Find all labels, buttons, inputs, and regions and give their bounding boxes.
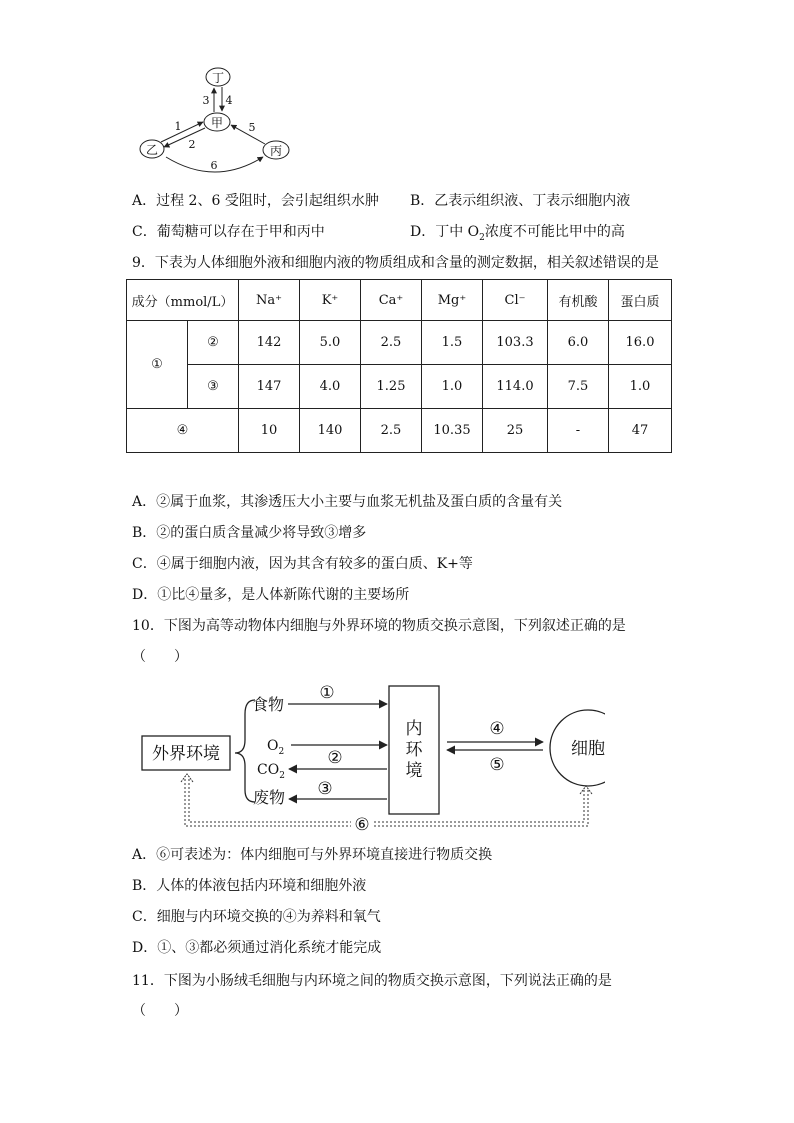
co2-sub: 2 (279, 771, 285, 781)
table-cell: 147 (239, 365, 300, 409)
node-ding-label: 丁 (211, 71, 225, 85)
node-bing-label: 丙 (269, 144, 283, 158)
inner-label-1: 内 (405, 719, 423, 739)
q9-option-b: B．②的蛋白质含量减少将导致③增多 (132, 525, 367, 541)
q11-paren: （ ） (132, 1003, 188, 1019)
table-cell: 25 (483, 409, 548, 453)
table-cell: 142 (239, 321, 300, 365)
header-protein: 蛋白质 (609, 280, 672, 321)
arrow-6-head-left (181, 774, 193, 782)
q11-question: 11．下图为小肠绒毛细胞与内环境之间的物质交换示意图，下列说法正确的是 (132, 973, 612, 989)
food-label: 食物 (252, 695, 285, 714)
q9-option-d: D．①比④量多，是人体新陈代谢的主要场所 (132, 587, 410, 603)
arrow-4-label: 4 (225, 94, 233, 107)
table-cell: 1.0 (422, 365, 483, 409)
q8-option-b: B．乙表示组织液、丁表示细胞内液 (410, 193, 631, 209)
q10-option-c: C．细胞与内环境交换的④为养料和氧气 (132, 909, 381, 925)
header-mg: Mg⁺ (422, 280, 483, 321)
group-label: ① (127, 321, 188, 409)
table-cell: 47 (609, 409, 672, 453)
node-yi-label: 乙 (145, 143, 159, 157)
header-k: K⁺ (300, 280, 361, 321)
table-cell: 2.5 (361, 321, 422, 365)
header-organic-acid: 有机酸 (548, 280, 609, 321)
table-cell: 1.25 (361, 365, 422, 409)
table-cell: 103.3 (483, 321, 548, 365)
table-cell: 6.0 (548, 321, 609, 365)
arrow-6-label: ⑥ (354, 815, 370, 833)
outer-environment-label: 外界环境 (152, 744, 220, 764)
arrow-3-label: 3 (202, 94, 210, 107)
co2-text: CO (257, 762, 280, 778)
arrow-6-head-right (580, 786, 592, 794)
q10-question: 10．下图为高等动物体内细胞与外界环境的物质交换示意图，下列叙述正确的是 (132, 618, 626, 634)
q9-table (126, 279, 672, 453)
waste-label: 废物 (253, 788, 286, 807)
q10-option-b: B．人体的体液包括内环境和细胞外液 (132, 878, 367, 894)
o2-sub: 2 (278, 747, 285, 757)
fig8-diagram (130, 62, 300, 180)
fig10-diagram (135, 678, 605, 833)
table-cell: 2.5 (361, 409, 422, 453)
header-na: Na⁺ (239, 280, 300, 321)
arrow-1-label: ① (319, 683, 335, 703)
table-cell: 10.35 (422, 409, 483, 453)
arrow-1-label: 1 (174, 120, 182, 133)
o2-label (267, 738, 284, 757)
table-cell: 4.0 (300, 365, 361, 409)
q8-option-c: C．葡萄糖可以存在于甲和丙中 (132, 224, 325, 240)
arrow-4-label: ④ (489, 719, 505, 739)
arrow-5-label: 5 (248, 121, 256, 134)
table-cell: 114.0 (483, 365, 548, 409)
table-cell: 16.0 (609, 321, 672, 365)
table-header-row (127, 280, 672, 321)
q9-question: 9．下表为人体细胞外液和细胞内液的物质组成和含量的测定数据，相关叙述错误的是 (132, 255, 659, 271)
q8-option-d-pre: D．丁中 O (410, 224, 480, 240)
row-label: ③ (188, 365, 239, 409)
node-jia-label: 甲 (210, 116, 224, 130)
o2-text: O (267, 738, 279, 754)
header-ca: Ca⁺ (361, 280, 422, 321)
table-cell: 10 (239, 409, 300, 453)
table-cell: 5.0 (300, 321, 361, 365)
table-row (127, 321, 672, 365)
q9-option-c: C．④属于细胞内液，因为其含有较多的蛋白质、K+等 (132, 556, 473, 572)
q8-option-a: A．过程 2、6 受阻时，会引起组织水肿 (132, 193, 379, 209)
q8-option-d (410, 223, 625, 247)
header-component: 成分（mmol/L） (127, 280, 239, 321)
table-row (127, 365, 672, 409)
q8-option-d-sub: 2 (479, 232, 485, 243)
row-label: ② (188, 321, 239, 365)
table-row (127, 409, 672, 453)
arrow-2-label: ② (327, 748, 343, 768)
q10-option-a: A．⑥可表述为：体内细胞可与外界环境直接进行物质交换 (132, 847, 493, 863)
q8-option-d-post: 浓度不可能比甲中的高 (484, 224, 625, 240)
header-cl: Cl⁻ (483, 280, 548, 321)
table-cell: 1.5 (422, 321, 483, 365)
table-cell: 7.5 (548, 365, 609, 409)
inner-label-3: 境 (405, 761, 423, 781)
q10-paren: （ ） (132, 649, 188, 665)
arrow-5-label: ⑤ (489, 755, 505, 775)
arrow-2-label: 2 (188, 138, 196, 151)
table-cell: - (548, 409, 609, 453)
brace (235, 700, 255, 802)
cell-label: 细胞 (571, 739, 605, 759)
q10-option-d: D．①、③都必须通过消化系统才能完成 (132, 940, 382, 956)
inner-label-2: 环 (405, 740, 423, 760)
arrow-6-label: 6 (210, 159, 218, 172)
table-cell: 140 (300, 409, 361, 453)
co2-label (257, 762, 285, 781)
arrow-3-label: ③ (317, 779, 333, 799)
q9-option-a: A．②属于血浆，其渗透压大小主要与血浆无机盐及蛋白质的含量有关 (132, 494, 563, 510)
table-cell: 1.0 (609, 365, 672, 409)
row-label: ④ (127, 409, 239, 453)
